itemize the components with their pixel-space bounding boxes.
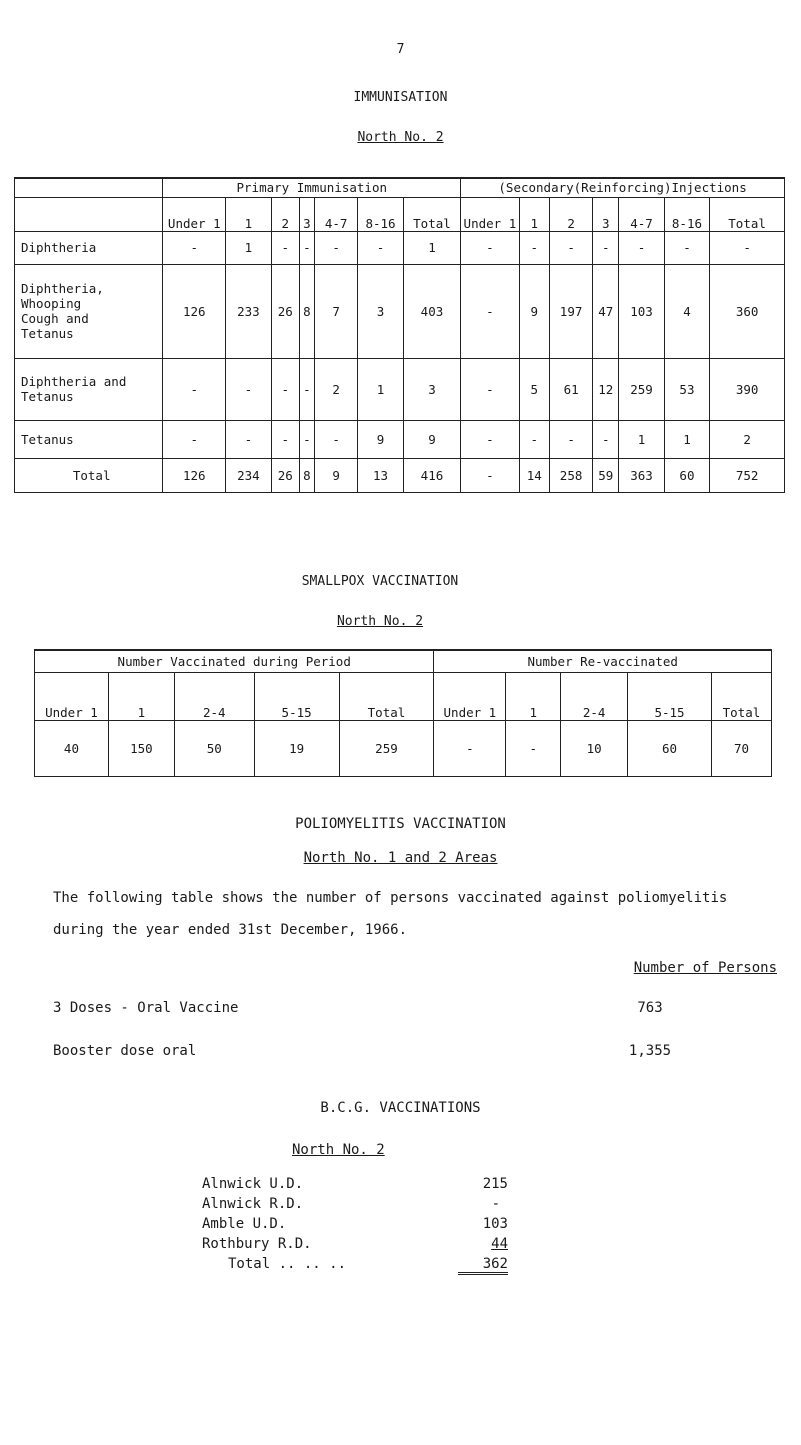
col-header: Total <box>711 672 771 720</box>
row-label: Total <box>15 458 163 492</box>
cell: - <box>271 358 299 420</box>
bcg-total-label: Total .. .. .. <box>228 1256 347 1272</box>
cell: 360 <box>710 264 785 358</box>
col-header: 2-4 <box>174 672 254 720</box>
row-label: Diphtheria <box>15 231 163 264</box>
cell: - <box>314 231 357 264</box>
total-row <box>15 458 785 492</box>
group-vaccinated: Number Vaccinated during Period <box>35 650 434 672</box>
cell: 59 <box>593 458 619 492</box>
cell: - <box>461 420 519 458</box>
cell: - <box>593 420 619 458</box>
cell: - <box>519 231 549 264</box>
cell: - <box>163 231 226 264</box>
cell: 10 <box>561 720 628 776</box>
cell: 258 <box>549 458 592 492</box>
cell: 7 <box>314 264 357 358</box>
polio-row-label: 3 Doses - Oral Vaccine <box>53 1000 239 1016</box>
cell: 2 <box>314 358 357 420</box>
cell: 126 <box>163 458 226 492</box>
cell: 3 <box>358 264 403 358</box>
cell: 259 <box>619 358 664 420</box>
cell: - <box>299 358 314 420</box>
group-primary: Primary Immunisation <box>163 178 461 197</box>
cell: 2 <box>710 420 785 458</box>
cell: 752 <box>710 458 785 492</box>
bcg-title: B.C.G. VACCINATIONS <box>320 1100 481 1116</box>
row-label: Diphtheria, Whooping Cough and Tetanus <box>15 264 163 358</box>
polio-paragraph: The following table shows the number of persons vaccinated against poliomyelitis during the year ended 31st December, 1966. <box>53 890 728 938</box>
cell: 26 <box>271 264 299 358</box>
table-row <box>35 720 772 776</box>
cell: - <box>226 358 271 420</box>
cell: - <box>461 358 519 420</box>
cell: - <box>434 720 506 776</box>
immunisation-subtitle: North No. 2 <box>357 130 444 145</box>
cell: 1 <box>619 420 664 458</box>
corner-blank <box>15 178 163 197</box>
cell: - <box>461 458 519 492</box>
group-revaccinated: Number Re-vaccinated <box>434 650 772 672</box>
cell: 233 <box>226 264 271 358</box>
col-header: Under 1 <box>163 197 226 231</box>
cell: - <box>461 231 519 264</box>
cell: 70 <box>711 720 771 776</box>
cell: 4 <box>664 264 709 358</box>
polio-row-label: Booster dose oral <box>53 1043 197 1059</box>
bcg-row-value: 215 <box>482 1176 508 1192</box>
col-header: Under 1 <box>461 197 519 231</box>
cell: 60 <box>664 458 709 492</box>
cell: 1 <box>358 358 403 420</box>
bcg-row-value: 103 <box>482 1216 508 1232</box>
cell: - <box>519 420 549 458</box>
bcg-row-label: Alnwick R.D. <box>202 1196 304 1212</box>
cell: - <box>358 231 403 264</box>
smallpox-table <box>34 649 772 777</box>
row-label: Diphtheria and Tetanus <box>15 358 163 420</box>
cell: 26 <box>271 458 299 492</box>
col-header: 3 <box>593 197 619 231</box>
col-header: 1 <box>506 672 561 720</box>
cell: 53 <box>664 358 709 420</box>
cell: - <box>271 231 299 264</box>
polio-subtitle: North No. 1 and 2 Areas <box>303 850 498 866</box>
cell: 390 <box>710 358 785 420</box>
cell: - <box>619 231 664 264</box>
cell: 234 <box>226 458 271 492</box>
cell: 126 <box>163 264 226 358</box>
col-header: Under 1 <box>35 672 109 720</box>
polio-row-value: 763 <box>637 1000 663 1016</box>
cell: 9 <box>314 458 357 492</box>
bcg-total-value: 362 <box>458 1256 508 1275</box>
bcg-row-label: Rothbury R.D. <box>202 1236 312 1252</box>
bcg-row-label: Amble U.D. <box>202 1216 287 1232</box>
cell: - <box>163 420 226 458</box>
cell: 61 <box>549 358 592 420</box>
cell: 403 <box>403 264 460 358</box>
cell: 19 <box>254 720 339 776</box>
cell: 103 <box>619 264 664 358</box>
col-header: 1 <box>108 672 174 720</box>
bcg-row-value: 44 <box>491 1236 508 1252</box>
col-header: Total <box>339 672 434 720</box>
bcg-row-value: - <box>491 1196 500 1212</box>
cell: 47 <box>593 264 619 358</box>
group-secondary: (Secondary(Reinforcing)Injections <box>461 178 785 197</box>
cell: 1 <box>664 420 709 458</box>
cell: 9 <box>358 420 403 458</box>
col-header: Total <box>710 197 785 231</box>
polio-row-value: 1,355 <box>628 1043 672 1059</box>
cell: 363 <box>619 458 664 492</box>
cell: - <box>710 231 785 264</box>
col-header: 2 <box>549 197 592 231</box>
table-row <box>15 231 785 264</box>
col-header: Under 1 <box>434 672 506 720</box>
col-header: 5-15 <box>254 672 339 720</box>
bcg-row-label: Alnwick U.D. <box>202 1176 304 1192</box>
cell: 1 <box>403 231 460 264</box>
cell: - <box>271 420 299 458</box>
table-row <box>15 264 785 358</box>
page-number: 7 <box>396 42 405 57</box>
cell: 1 <box>226 231 271 264</box>
cell: - <box>299 420 314 458</box>
col-header: 4-7 <box>314 197 357 231</box>
cell: 197 <box>549 264 592 358</box>
cell: 50 <box>174 720 254 776</box>
cell: 40 <box>35 720 109 776</box>
polio-column-header: Number of Persons <box>633 960 777 976</box>
cell: - <box>299 231 314 264</box>
col-header: 5-15 <box>628 672 712 720</box>
col-header: 4-7 <box>619 197 664 231</box>
cell: 150 <box>108 720 174 776</box>
col-header: 8-16 <box>664 197 709 231</box>
cell: 416 <box>403 458 460 492</box>
cell: 3 <box>403 358 460 420</box>
cell: 13 <box>358 458 403 492</box>
col-header: Total <box>403 197 460 231</box>
header-blank <box>15 197 163 231</box>
cell: - <box>226 420 271 458</box>
cell: 9 <box>403 420 460 458</box>
cell: 60 <box>628 720 712 776</box>
cell: - <box>163 358 226 420</box>
immunisation-title: IMMUNISATION <box>353 90 448 105</box>
cell: 5 <box>519 358 549 420</box>
smallpox-subtitle: North No. 2 <box>336 614 424 629</box>
cell: 14 <box>519 458 549 492</box>
cell: - <box>506 720 561 776</box>
col-header: 1 <box>519 197 549 231</box>
col-header: 8-16 <box>358 197 403 231</box>
col-header: 3 <box>299 197 314 231</box>
col-header: 1 <box>226 197 271 231</box>
cell: 8 <box>299 264 314 358</box>
cell: - <box>664 231 709 264</box>
cell: 9 <box>519 264 549 358</box>
table-row <box>15 358 785 420</box>
bcg-subtitle: North No. 2 <box>292 1142 385 1158</box>
smallpox-title: SMALLPOX VACCINATION <box>301 574 459 589</box>
cell: 12 <box>593 358 619 420</box>
cell: - <box>593 231 619 264</box>
cell: - <box>314 420 357 458</box>
row-label: Tetanus <box>15 420 163 458</box>
polio-title: POLIOMYELITIS VACCINATION <box>295 816 506 832</box>
cell: 8 <box>299 458 314 492</box>
cell: 259 <box>339 720 434 776</box>
cell: - <box>461 264 519 358</box>
cell: - <box>549 231 592 264</box>
immunisation-table <box>14 177 785 493</box>
cell: - <box>549 420 592 458</box>
col-header: 2-4 <box>561 672 628 720</box>
table-row <box>15 420 785 458</box>
col-header: 2 <box>271 197 299 231</box>
